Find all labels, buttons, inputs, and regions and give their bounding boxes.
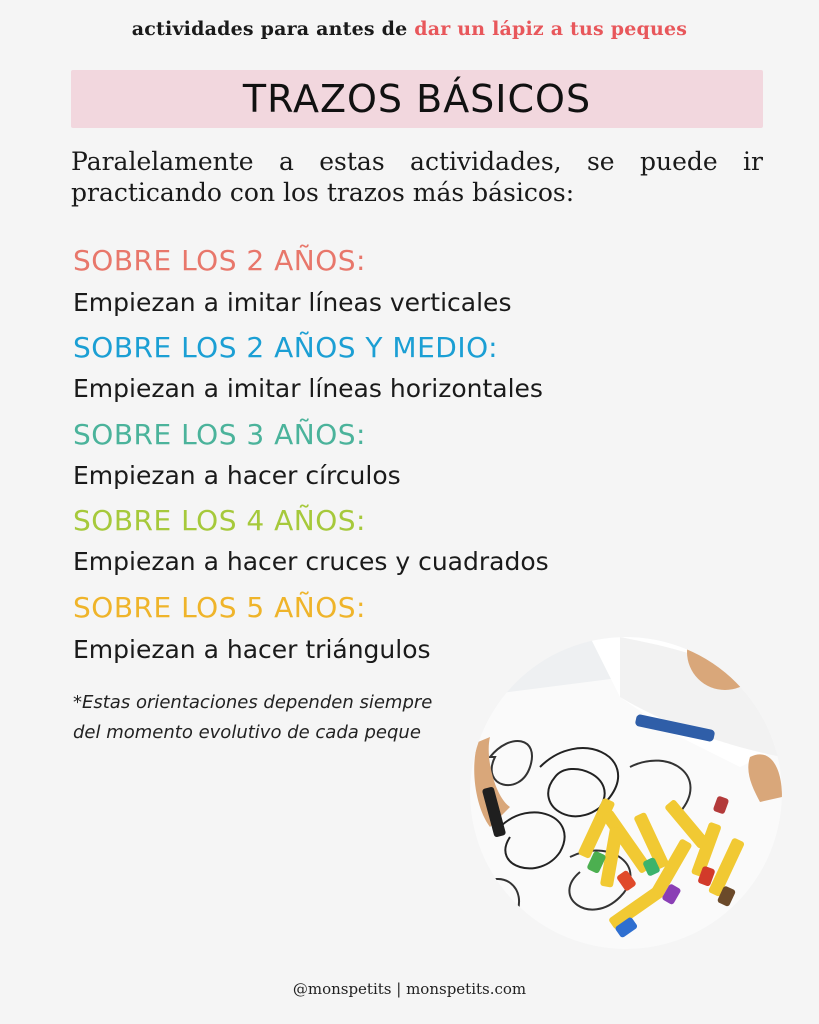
page-header: [0, 18, 819, 40]
stage-title-2: SOBRE LOS 2 AÑOS Y MEDIO:: [73, 331, 499, 364]
child-drawing-photo: [470, 637, 782, 949]
header-highlight: dar un lápiz a tus peques: [414, 18, 688, 40]
stage-text-1: Empiezan a imitar líneas verticales: [73, 288, 512, 317]
header-prefix: actividades para antes de: [131, 18, 408, 40]
stage-title-3: SOBRE LOS 3 AÑOS:: [73, 418, 366, 451]
title-band: [71, 70, 763, 128]
stage-title-1: SOBRE LOS 2 AÑOS:: [73, 244, 366, 277]
stage-text-2: Empiezan a imitar líneas horizontales: [73, 374, 543, 403]
stage-text-5: Empiezan a hacer triángulos: [73, 635, 431, 664]
stage-text-3: Empiezan a hacer círculos: [73, 461, 401, 490]
footer: @monspetits | monspetits.com: [292, 980, 527, 998]
footnote: *Estas orientaciones dependen siempre del momento evolutivo de cada peque: [73, 692, 433, 743]
stage-title-4: SOBRE LOS 4 AÑOS:: [73, 504, 366, 537]
stage-text-4: Empiezan a hacer cruces y cuadrados: [73, 547, 549, 576]
page-title: TRAZOS BÁSICOS: [242, 77, 592, 121]
intro-paragraph: Paralelamente a estas actividades, se puede ir practicando con los trazos más básicos:: [71, 147, 763, 207]
stage-title-5: SOBRE LOS 5 AÑOS:: [73, 591, 366, 624]
